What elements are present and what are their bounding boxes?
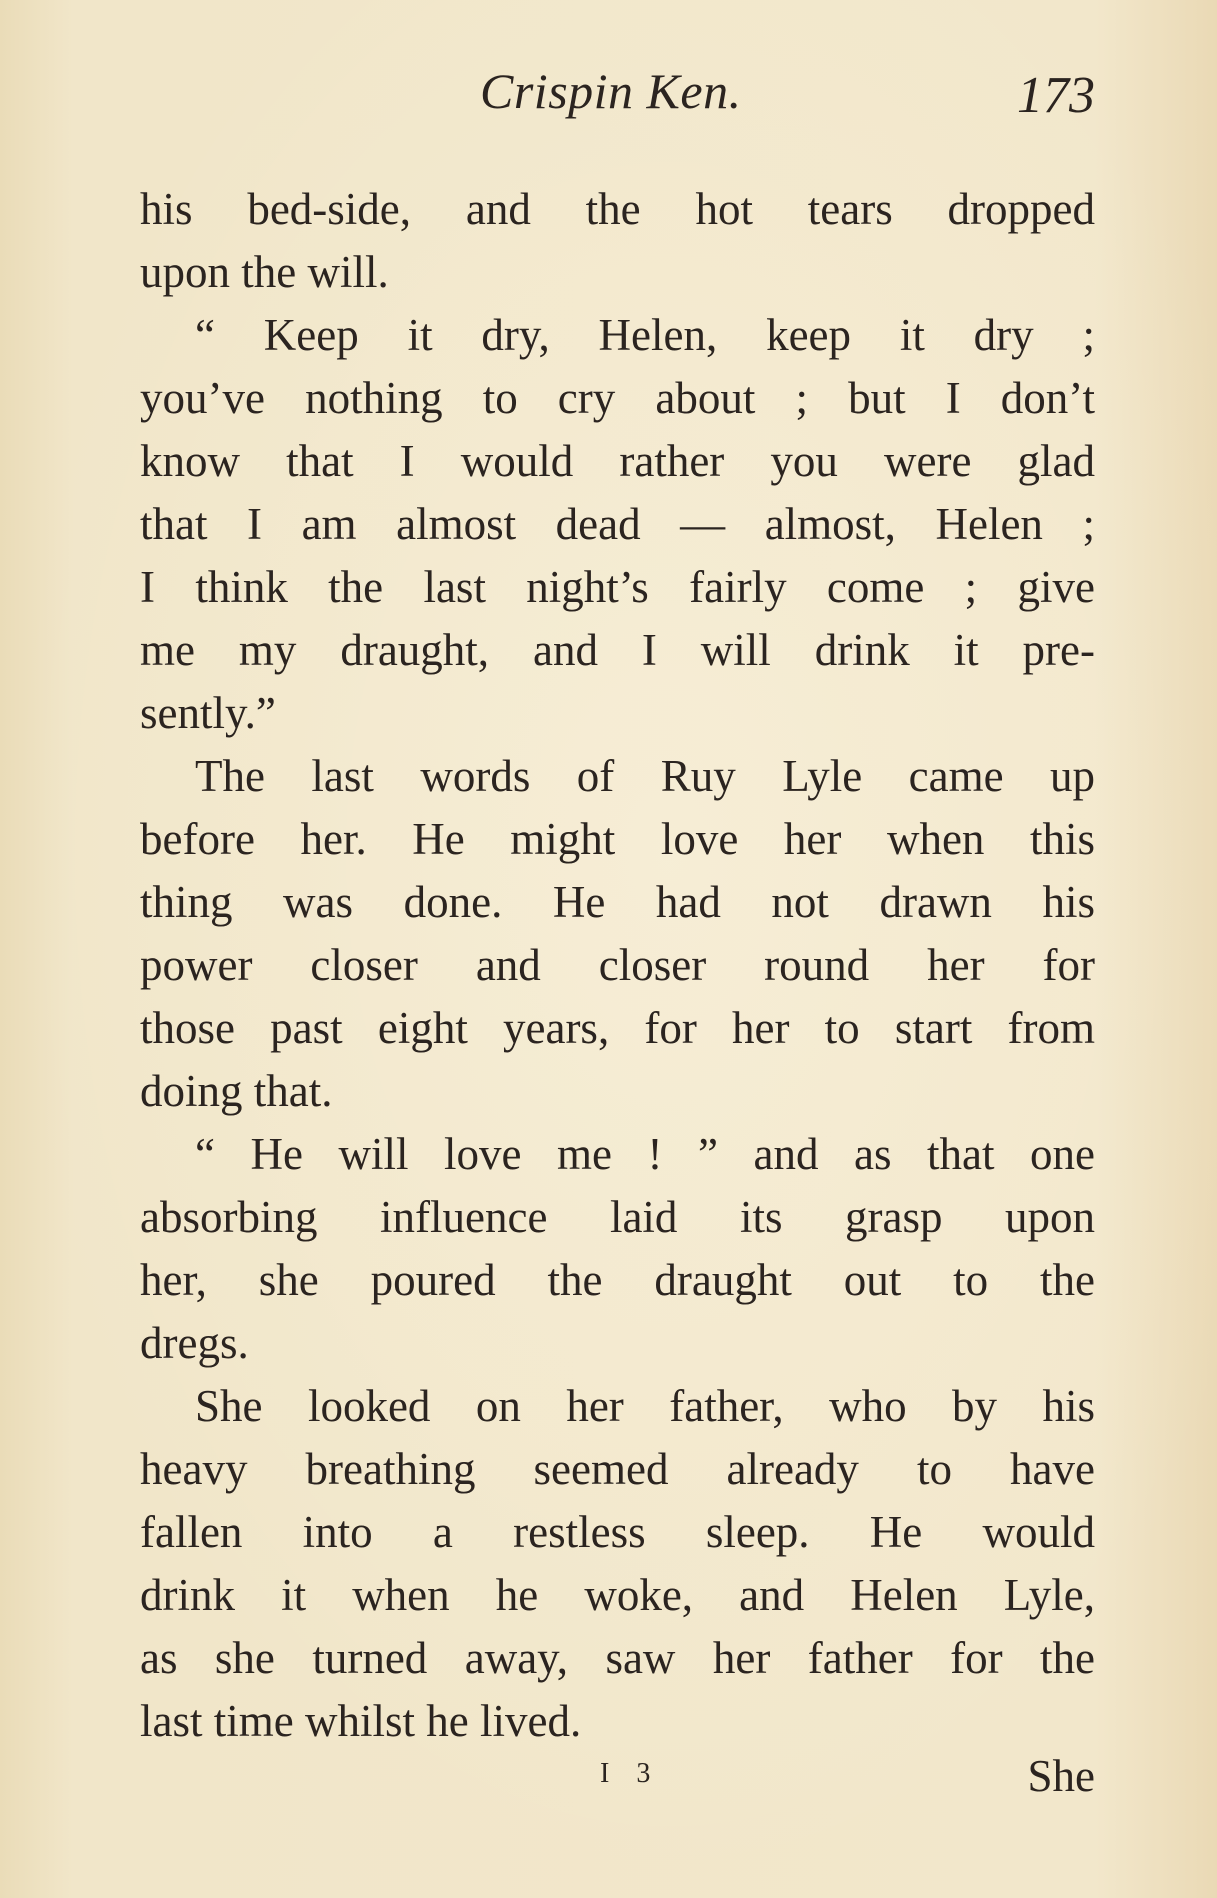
text-line: upon the will.: [140, 247, 389, 297]
text-line: know that I would rather you were glad: [140, 436, 1095, 486]
text-line: I think the last night’s fairly come ; give: [140, 562, 1095, 612]
text-line: doing that.: [140, 1066, 333, 1116]
text-line: dregs.: [140, 1318, 249, 1368]
text-line: She looked on her father, who by his: [195, 1381, 1095, 1431]
text-line: last time whilst he lived.: [140, 1696, 582, 1746]
page-header: [140, 62, 1095, 132]
body-text: [140, 178, 1095, 1753]
text-line: before her. He might love her when this: [140, 814, 1095, 864]
page-footer: [140, 1750, 1095, 1810]
text-line: The last words of Ruy Lyle came up: [195, 751, 1095, 801]
text-line: heavy breathing seemed already to have: [140, 1444, 1095, 1494]
text-line: you’ve nothing to cry about ; but I don’t: [140, 373, 1095, 423]
catchword: She: [1027, 1751, 1095, 1801]
signature-mark: I 3: [600, 1758, 661, 1789]
running-title: Crispin Ken.: [480, 63, 742, 119]
text-line: sently.”: [140, 688, 276, 738]
text-line: absorbing influence laid its grasp upon: [140, 1192, 1095, 1242]
text-line: those past eight years, for her to start from: [140, 1003, 1095, 1053]
text-line: her, she poured the draught out to the: [140, 1255, 1095, 1305]
text-line: “ Keep it dry, Helen, keep it dry ;: [195, 310, 1095, 360]
text-line: “ He will love me ! ” and as that one: [195, 1129, 1095, 1179]
text-line: that I am almost dead — almost, Helen ;: [140, 499, 1095, 549]
text-line: his bed-side, and the hot tears dropped: [140, 184, 1095, 234]
text-line: as she turned away, saw her father for the: [140, 1633, 1095, 1683]
text-line: thing was done. He had not drawn his: [140, 877, 1095, 927]
text-line: drink it when he woke, and Helen Lyle,: [140, 1570, 1095, 1620]
page-number: 173: [1017, 67, 1095, 124]
text-line: me my draught, and I will drink it pre-: [140, 625, 1095, 675]
text-line: power closer and closer round her for: [140, 940, 1095, 990]
text-line: fallen into a restless sleep. He would: [140, 1507, 1095, 1557]
